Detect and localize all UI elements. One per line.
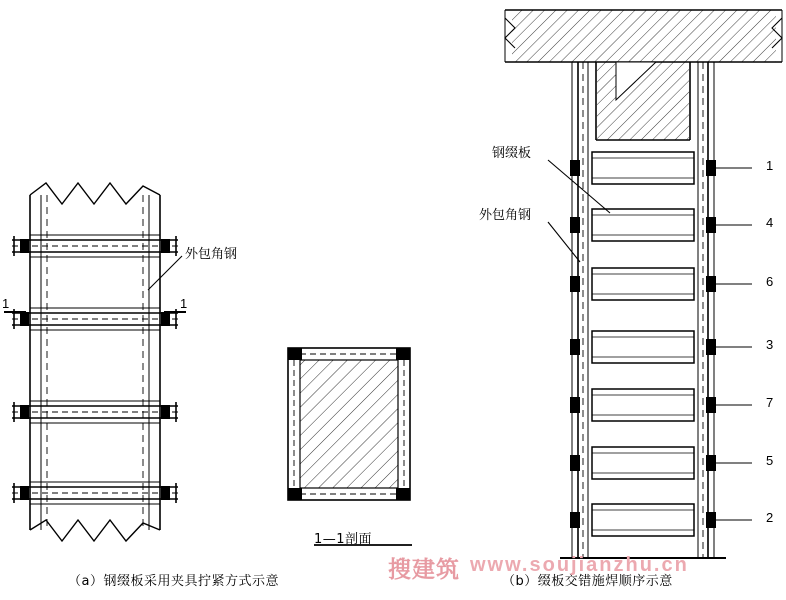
figure-b-caption: （b）缀板交错施焊顺序示意	[502, 574, 673, 589]
weld-order-number-1: 1	[766, 158, 774, 173]
weld-order-number-2: 2	[766, 510, 774, 525]
clamp-band-4	[12, 482, 178, 504]
weld-order-number-7: 7	[766, 395, 774, 410]
batten-plate-1	[570, 152, 752, 184]
label-angle-steel-left: 外包角钢	[185, 247, 238, 262]
label-angle-steel-right: 外包角钢	[479, 208, 532, 223]
weld-order-number-3: 3	[766, 337, 774, 352]
clamp-band-2	[12, 308, 178, 330]
label-batten-plate-right: 钢缀板	[492, 146, 532, 161]
weld-order-number-5: 5	[766, 453, 774, 468]
clamp-band-3	[12, 401, 178, 423]
clamp-band-1	[12, 235, 178, 257]
section-caption: 1—1剖面	[314, 532, 373, 547]
batten-plate-7	[570, 504, 752, 536]
batten-plate-6	[570, 447, 752, 479]
watermark-brand: 搜建筑	[388, 557, 460, 583]
beam-stub	[596, 62, 690, 140]
watermark-url: www.soujianzhu.cn	[470, 554, 689, 576]
batten-plate-5	[570, 389, 752, 421]
section-marker-left: 1	[2, 296, 10, 311]
top-slab	[505, 10, 782, 62]
section-marker-right: 1	[180, 296, 188, 311]
weld-order-number-4: 4	[766, 215, 774, 230]
batten-plate-4	[570, 331, 752, 363]
batten-plate-3	[570, 268, 752, 300]
figure-b-column-weld-order	[505, 10, 782, 558]
figure-a-caption: （a）钢缀板采用夹具拧紧方式示意	[68, 574, 279, 589]
weld-order-number-6: 6	[766, 274, 774, 289]
batten-plate-2	[570, 209, 752, 241]
figure-a-column-elevation	[4, 183, 186, 541]
figure-section-1-1	[288, 348, 412, 545]
